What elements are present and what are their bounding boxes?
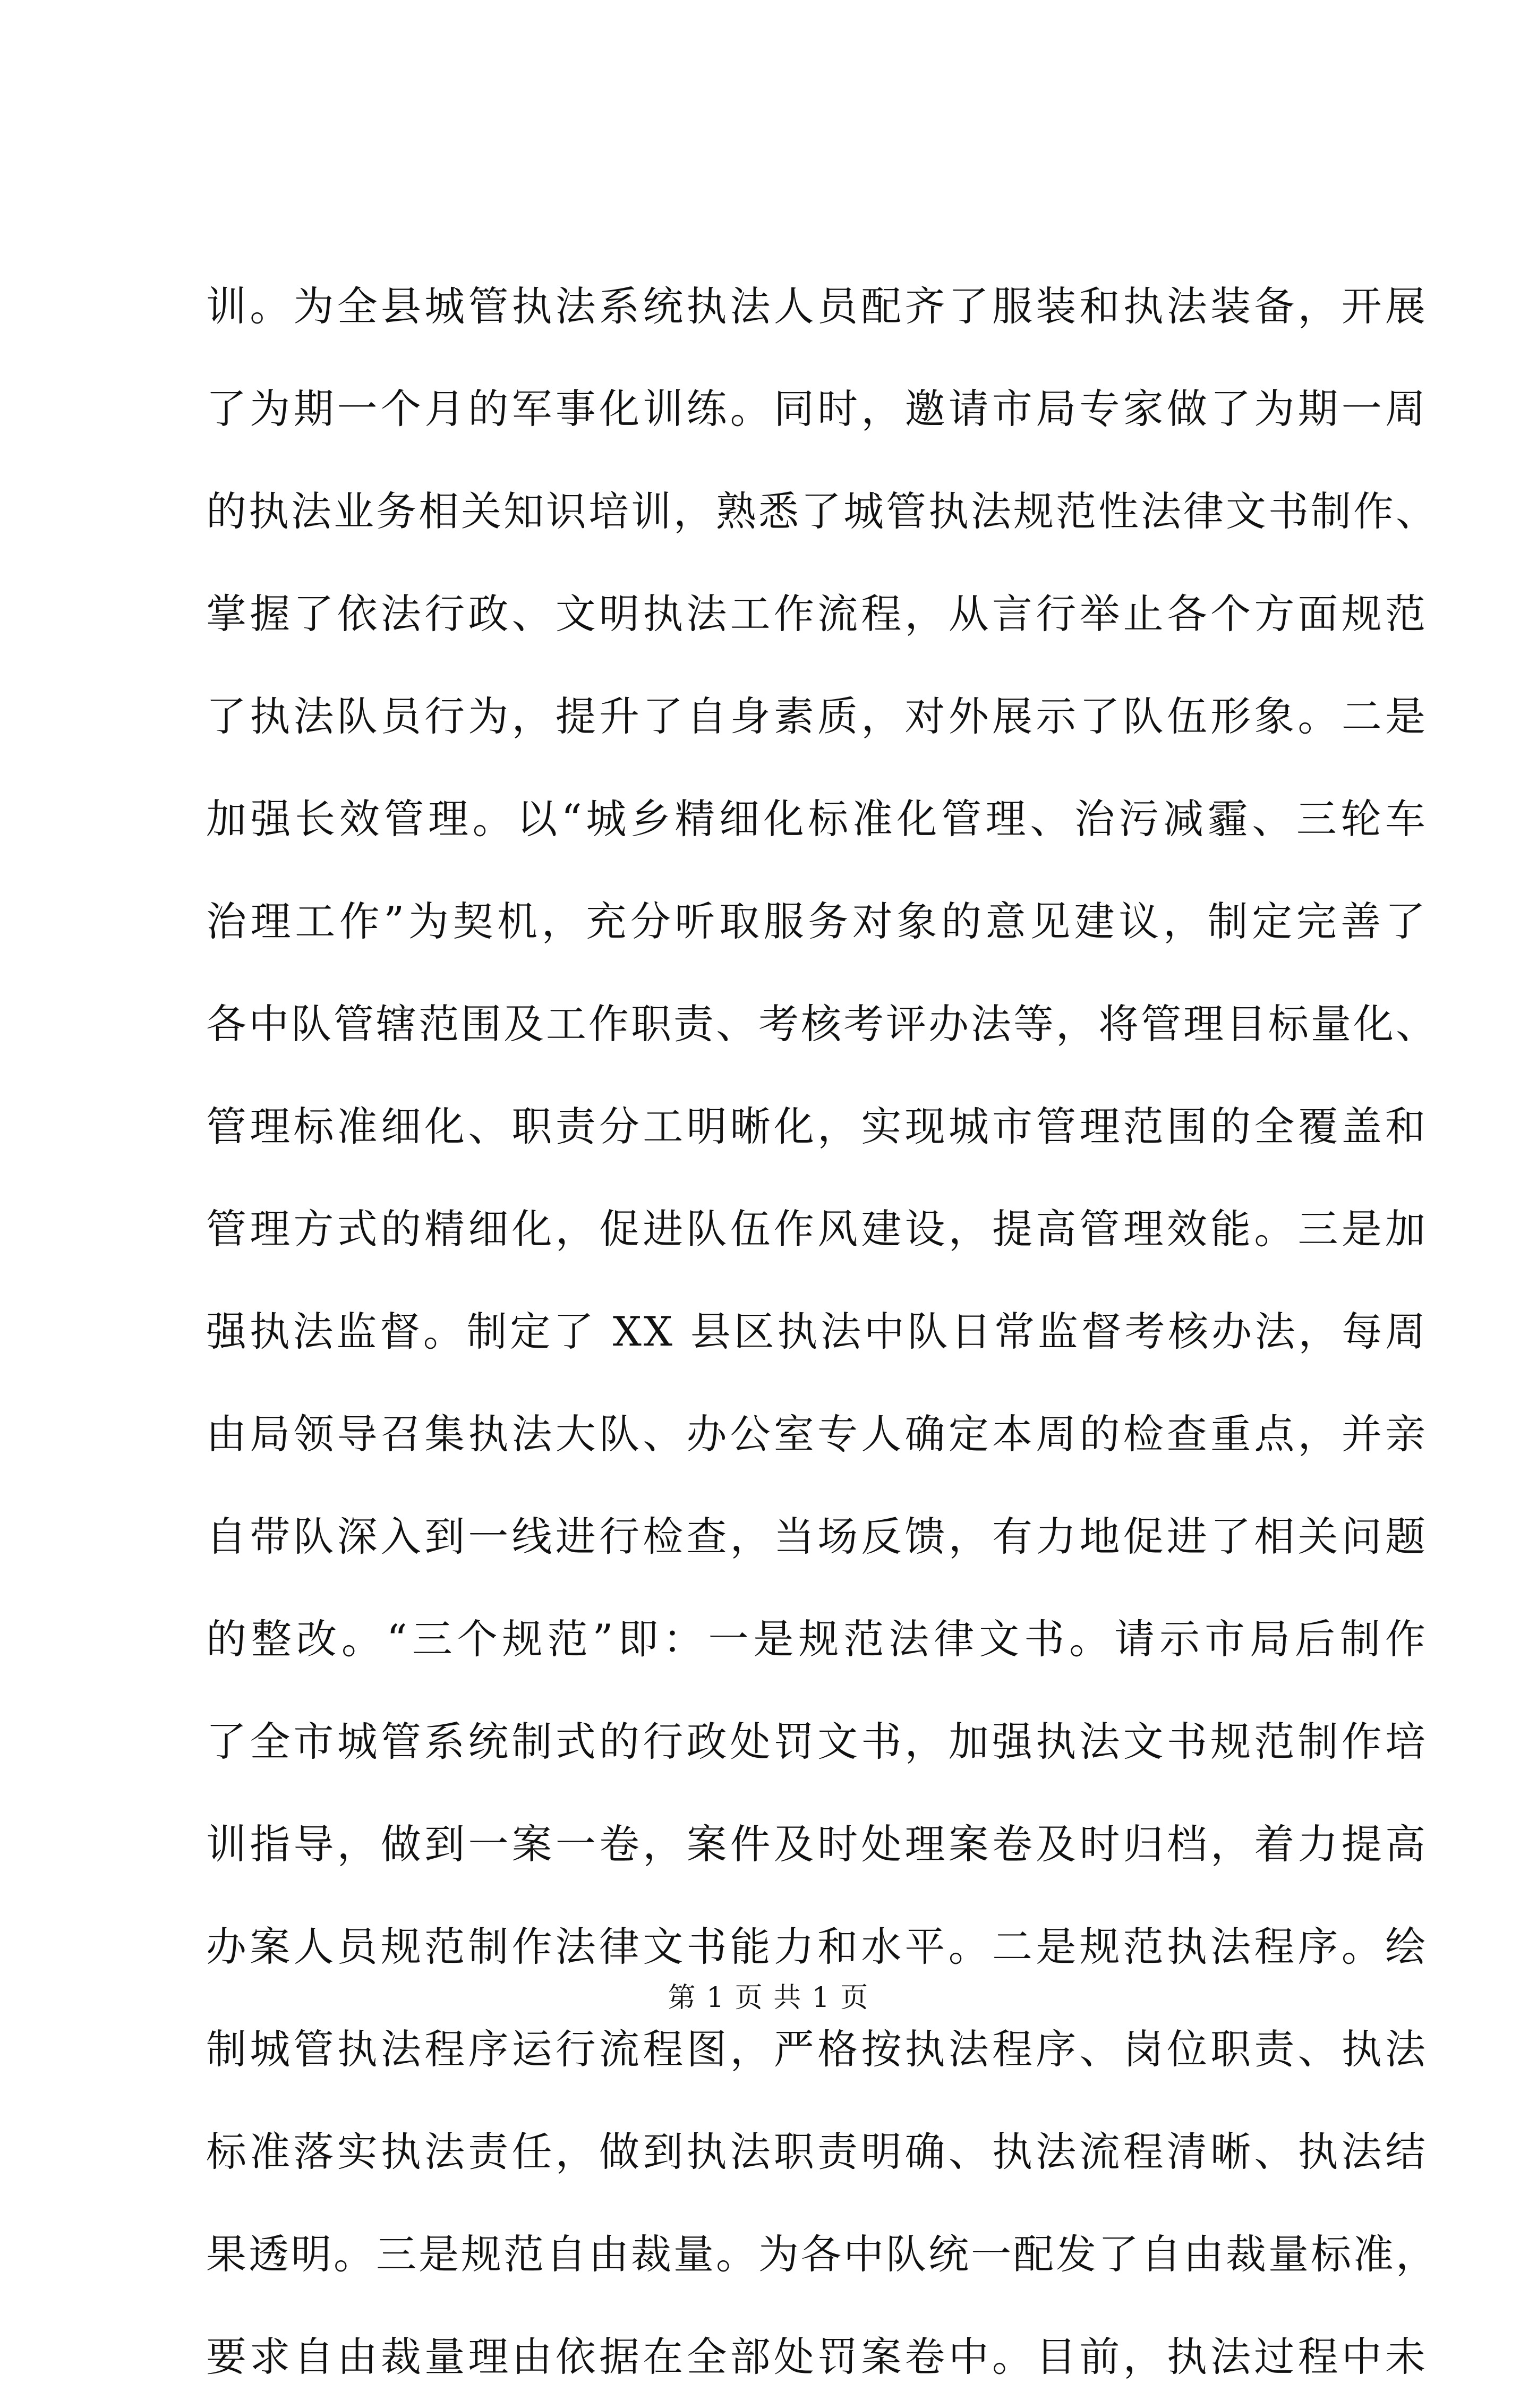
text-line: 自带队深入到一线进行检查，当场反馈，有力地促进了相关问题 [206, 1513, 1428, 1560]
text-line: 办案人员规范制作法律文书能力和水平。二是规范执法程序。绘 [206, 1923, 1428, 1970]
text-line: 掌握了依法行政、文明执法工作流程，从言行举止各个方面规范 [206, 590, 1428, 637]
text-line: 标准落实执法责任，做到执法职责明确、执法流程清晰、执法结 [206, 2128, 1428, 2175]
text-line: 加强长效管理。以“城乡精细化标准化管理、治污减霾、三轮车 [206, 795, 1428, 843]
text-line: 由局领导召集执法大队、办公室专人确定本周的检查重点，并亲 [206, 1410, 1428, 1458]
body-text [206, 255, 1438, 2408]
text-line: 的整改。“三个规范”即：一是规范法律文书。请示市局后制作 [206, 1615, 1428, 1663]
page-footer [0, 1979, 1537, 2016]
text-line: 了为期一个月的军事化训练。同时，邀请市局专家做了为期一周 [206, 385, 1428, 432]
text-line: 了执法队员行为，提升了自身素质，对外展示了队伍形象。二是 [206, 693, 1428, 740]
text-line: 治理工作”为契机，充分听取服务对象的意见建议，制定完善了 [206, 898, 1428, 945]
text-line: 了全市城管系统制式的行政处罚文书，加强执法文书规范制作培 [206, 1718, 1428, 1765]
text-line: 训指导，做到一案一卷，案件及时处理案卷及时归档，着力提高 [206, 1820, 1428, 1868]
text-line: 各中队管辖范围及工作职责、考核考评办法等，将管理目标量化、 [206, 1000, 1438, 1048]
text-line: 管理方式的精细化，促进队伍作风建设，提高管理效能。三是加 [206, 1205, 1428, 1253]
text-line: 管理标准细化、职责分工明晰化，实现城市管理范围的全覆盖和 [206, 1103, 1428, 1150]
text-line: 果透明。三是规范自由裁量。为各中队统一配发了自由裁量标准， [206, 2231, 1438, 2278]
text-line: 训。为全县城管执法系统执法人员配齐了服装和执法装备，开展 [206, 283, 1428, 330]
page-number-label: 第 1 页 共 1 页 [668, 1982, 869, 2014]
text-line: 强执法监督。制定了 XX 县区执法中队日常监督考核办法，每周 [206, 1308, 1428, 1355]
text-line: 的执法业务相关知识培训，熟悉了城管执法规范性法律文书制作、 [206, 488, 1438, 535]
text-line: 要求自由裁量理由依据在全部处罚案卷中。目前，执法过程中未 [206, 2333, 1428, 2380]
text-line: 制城管执法程序运行流程图，严格按执法程序、岗位职责、执法 [206, 2026, 1428, 2073]
